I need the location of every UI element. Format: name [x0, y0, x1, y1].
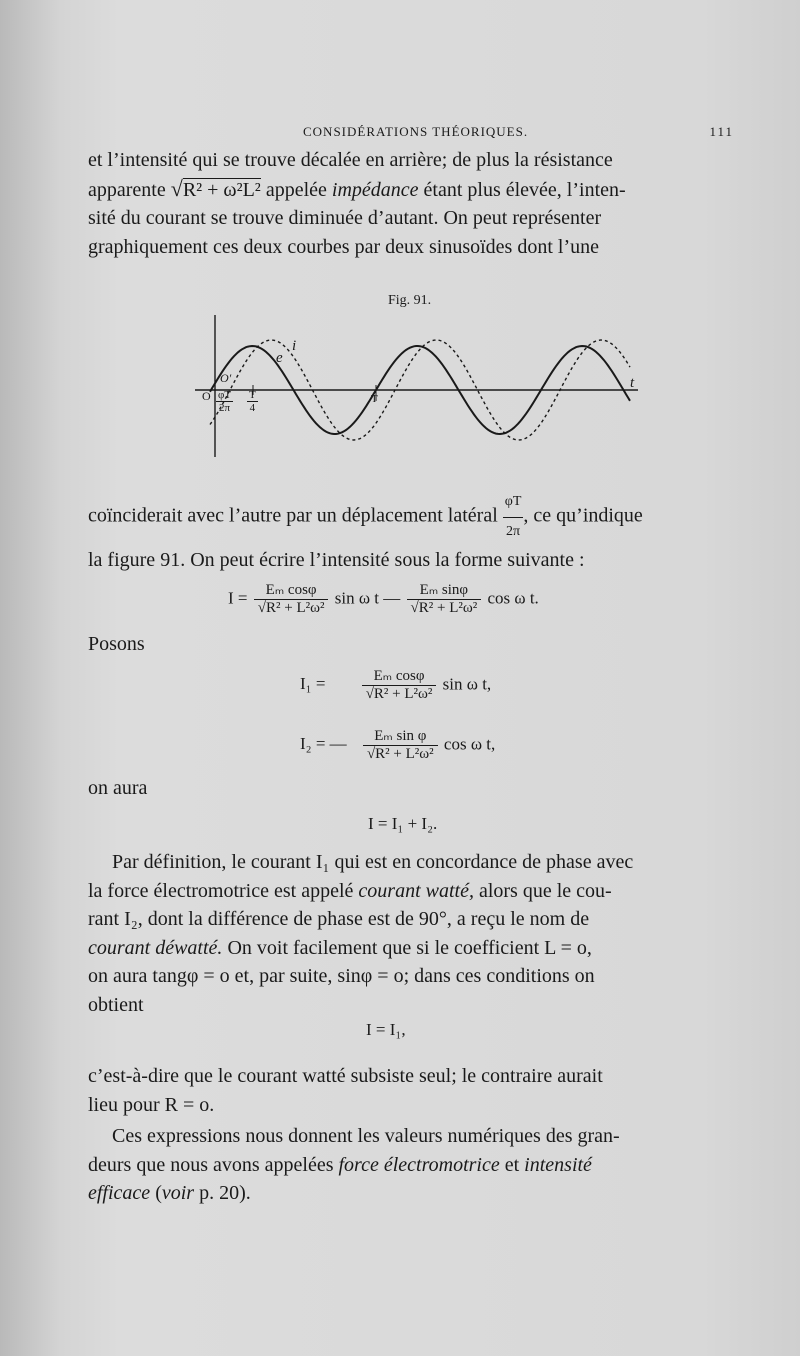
- eq-fraction: [254, 582, 329, 617]
- eq-term: cos ω t.: [487, 588, 539, 608]
- term-voir: voir: [161, 1182, 195, 1204]
- inline-fraction: [503, 488, 524, 546]
- text-line: on aura tangφ = o et, par suite, sinφ = o; dans ces conditions on: [88, 965, 595, 987]
- term-impedance: impédance: [331, 178, 419, 201]
- text-span: p. 20).: [199, 1182, 251, 1204]
- fraction-denominator: 2π: [506, 523, 521, 539]
- label-origin-prime: O′: [220, 371, 232, 385]
- phase-frac-den: 2π: [219, 402, 231, 414]
- equation-i2: [300, 728, 495, 763]
- text-span: étant plus élevée, l’inten-: [423, 178, 626, 201]
- running-title: CONSIDÉRATIONS THÉORIQUES.: [303, 124, 529, 139]
- term-force-electromotrice: force électromotrice: [338, 1153, 500, 1176]
- text-line: Par définition, le courant I₁ qui est en concordance de phase avec: [112, 851, 634, 873]
- paragraph-4: [88, 1062, 738, 1119]
- eq-root: R² + L²ω²: [375, 746, 434, 762]
- eq-numerator: Eₘ sinφ: [407, 582, 482, 600]
- text-line: Posons: [88, 633, 145, 655]
- text-line: sité du courant se trouve diminuée d’autant. On peut représenter: [88, 207, 602, 229]
- posons-line: [88, 630, 738, 659]
- text-line: lieu pour R = o.: [88, 1093, 215, 1116]
- text-line: c’est-à-dire que le courant watté subsiste seul; le contraire aurait: [88, 1065, 603, 1087]
- text-span: , ce qu’indique: [523, 504, 643, 527]
- sqrt-expression: R² + ω²L²: [182, 178, 261, 201]
- text-line: et l’intensité qui se trouve décalée en arrière; de plus la résistance: [88, 149, 613, 171]
- eq-fraction: [363, 728, 438, 763]
- eq-root: R² + L²ω²: [418, 600, 478, 616]
- equation-sum: I = I₁ + I₂.: [368, 814, 438, 833]
- eq-term: sin ω t,: [442, 674, 492, 694]
- text-line: [88, 934, 738, 963]
- text-span: appelée: [265, 178, 327, 201]
- page-number: 111: [709, 124, 734, 139]
- label-quarter-period: [247, 389, 258, 414]
- eq-fraction: [362, 668, 437, 703]
- text-span: deurs que nous avons appelées: [88, 1153, 334, 1176]
- term-efficace: efficace: [88, 1182, 151, 1204]
- term-courant-dewatte: courant déwatté.: [88, 936, 223, 959]
- term-intensite: intensité: [524, 1153, 592, 1176]
- label-origin: O: [202, 389, 211, 403]
- text-span: On voit facilement que si le coefficient L = o,: [227, 936, 592, 959]
- paren-open: (: [155, 1182, 162, 1204]
- paragraph-1: [88, 146, 738, 261]
- eq-denominator: √R² + L²ω²: [410, 600, 478, 616]
- eq-root: R² + L²ω²: [265, 600, 325, 616]
- eq-denominator: √R² + L²ω²: [366, 746, 434, 762]
- page-header: [88, 124, 738, 148]
- sinusoid-figure: [190, 305, 650, 465]
- eq-term: sin ω t —: [334, 588, 401, 608]
- text-span: et: [504, 1153, 520, 1176]
- eq-numerator: Eₘ sin φ: [363, 728, 438, 746]
- on-aura-line: [88, 774, 738, 803]
- text-line: [88, 1179, 738, 1208]
- eq-numerator: Eₘ cosφ: [362, 668, 437, 686]
- paragraph-5: [88, 1122, 738, 1208]
- equation-result: I = I₁,: [366, 1020, 406, 1039]
- eq-denominator: √R² + L²ω²: [365, 686, 433, 702]
- equation-i1: [300, 668, 491, 703]
- text-line: [88, 877, 738, 906]
- label-t: t: [630, 375, 635, 391]
- label-T: T: [371, 393, 378, 405]
- text-line: Ces expressions nous donnent les valeurs numériques des gran-: [112, 1125, 620, 1147]
- label-phase-shift: [216, 389, 233, 414]
- quarter-frac-num: T: [249, 389, 256, 401]
- eq-numerator: Eₘ cosφ: [254, 582, 329, 600]
- text-line: rant I₂, dont la différence de phase est de 90°, a reçu le nom de: [88, 908, 590, 930]
- paragraph-3: [88, 848, 738, 1019]
- equation-intensity: [228, 582, 539, 617]
- text-span: la force électromotrice est appelé: [88, 879, 354, 902]
- text-line: [88, 488, 738, 546]
- eq-lhs: I₂ = —: [300, 734, 347, 754]
- text-line: [88, 175, 738, 205]
- text-line: [88, 1151, 738, 1180]
- label-i: i: [292, 338, 297, 354]
- text-line: on aura: [88, 777, 148, 799]
- term-courant-watte: courant watté,: [358, 879, 474, 902]
- phase-frac-num: φT: [218, 389, 232, 401]
- eq-root: R² + L²ω²: [373, 686, 433, 702]
- text-span: alors que le cou-: [478, 879, 612, 902]
- sqrt-sign: √: [170, 175, 183, 201]
- text-span: apparente: [88, 178, 166, 201]
- text-line: obtient: [88, 993, 144, 1016]
- label-e: e: [276, 350, 283, 366]
- text-line: la figure 91. On peut écrire l’intensité sous la forme suivante :: [88, 549, 585, 571]
- text-span: coïnciderait avec l’autre par un déplacement latéral: [88, 504, 498, 527]
- eq-lhs: I =: [228, 588, 248, 608]
- eq-term: cos ω t,: [443, 734, 496, 754]
- eq-fraction: [407, 582, 482, 617]
- eq-lhs: I₁ =: [300, 674, 326, 694]
- eq-denominator: √R² + L²ω²: [257, 600, 325, 616]
- figure-caption: Fig. 91.: [388, 293, 432, 308]
- text-line: graphiquement ces deux courbes par deux sinusoïdes dont l’une: [88, 235, 599, 258]
- paragraph-2: [88, 488, 738, 575]
- fraction-numerator: φT: [503, 488, 524, 518]
- quarter-frac-den: 4: [249, 402, 256, 414]
